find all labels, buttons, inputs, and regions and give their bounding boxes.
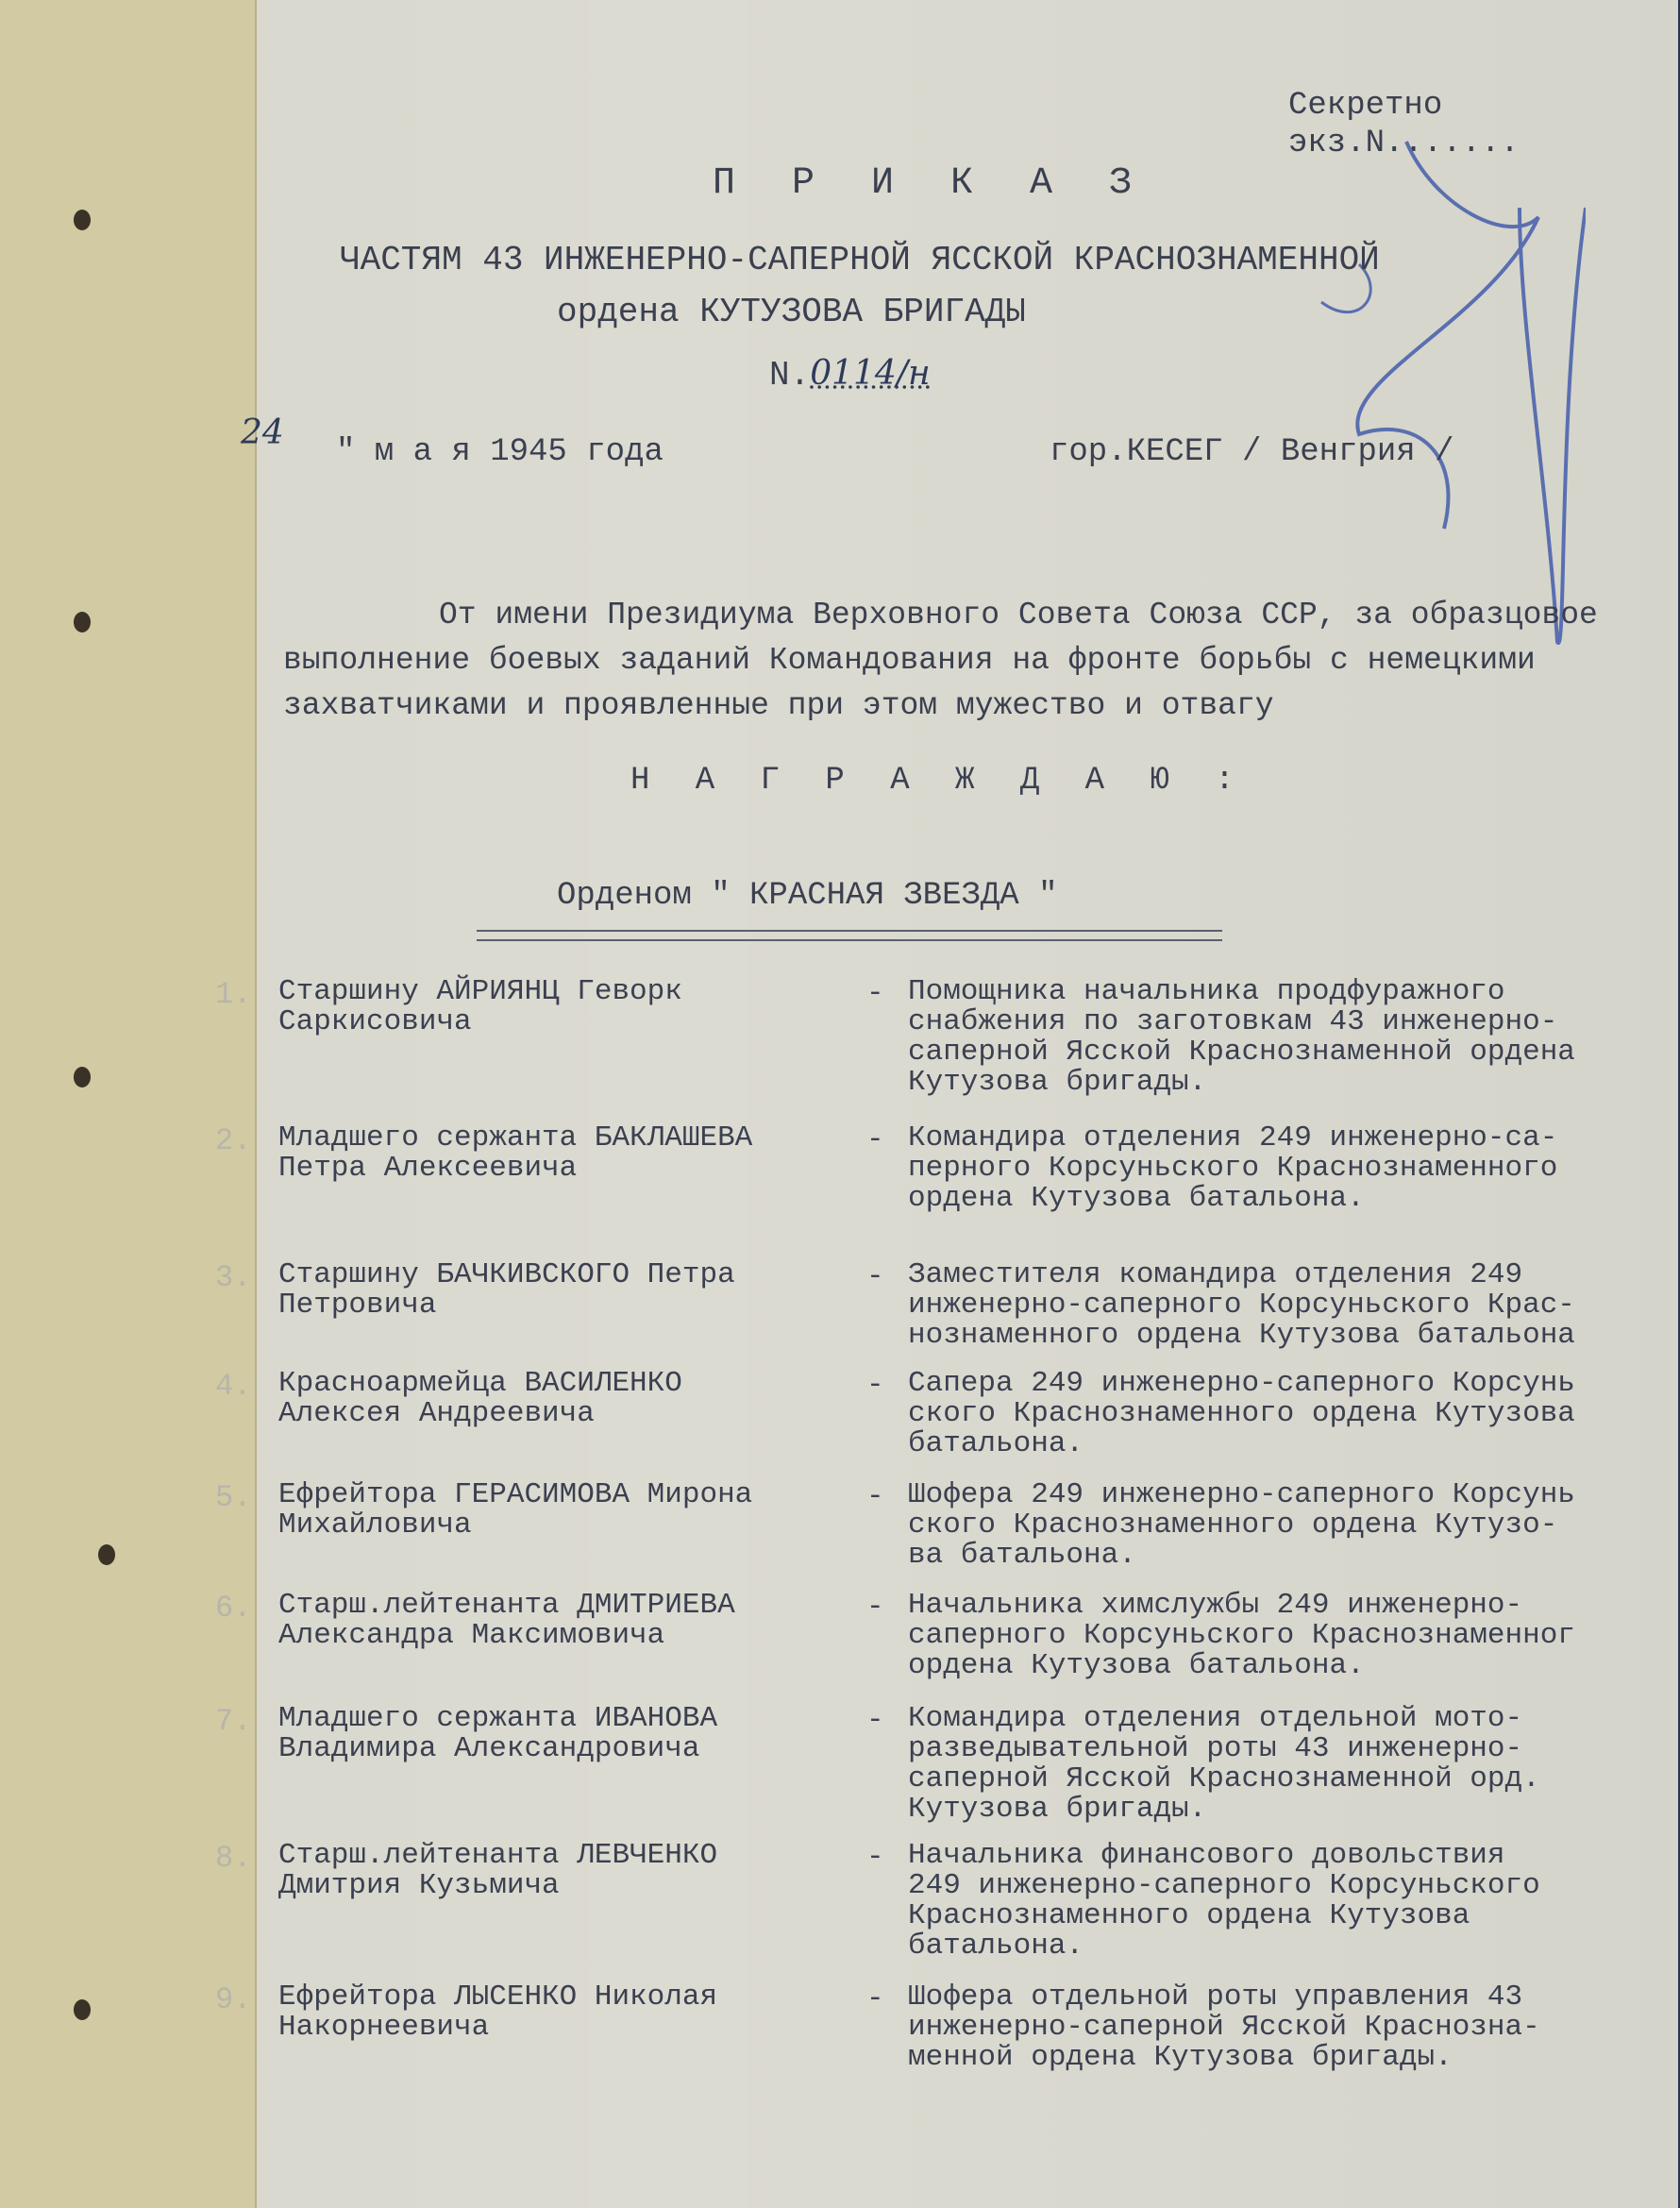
recipient-position bbox=[908, 1480, 1575, 1571]
recipient-name-line: Саркисовича bbox=[278, 1005, 472, 1038]
preamble-line: захватчиками и проявленные при этом мужество и отвагу bbox=[283, 688, 1274, 723]
recipient-name-line: Дмитрия Кузьмича bbox=[278, 1869, 560, 1902]
award-entry bbox=[0, 975, 1680, 1099]
handwritten-number-38 bbox=[1302, 132, 1586, 661]
order-number bbox=[769, 354, 931, 395]
recipient-position-line: инженерно-саперной Ясской Краснозна- bbox=[908, 2011, 1540, 2044]
recipient-name bbox=[278, 1480, 752, 1541]
award-entry bbox=[0, 1480, 1680, 1593]
entry-dash: - bbox=[866, 1123, 884, 1156]
recipient-name-line: Старшину БАЧКИВСКОГО Петра bbox=[278, 1258, 735, 1291]
recipient-position-line: Начальника химслужбы 249 инженерно- bbox=[908, 1589, 1523, 1622]
recipient-name-line: Красноармейца ВАСИЛЕНКО bbox=[278, 1367, 682, 1400]
recipient-position-line: батальона. bbox=[908, 1930, 1084, 1963]
entry-dash: - bbox=[866, 1982, 884, 2015]
recipient-name-line: Младшего сержанта ИВАНОВА bbox=[278, 1702, 718, 1735]
recipient-position-line: разведывательной роты 43 инженерно- bbox=[908, 1732, 1523, 1765]
recipient-position bbox=[908, 1123, 1557, 1214]
recipient-position-line: Командира отделения 249 инженерно-са- bbox=[908, 1121, 1558, 1155]
recipient-position bbox=[908, 977, 1575, 1098]
recipient-position bbox=[908, 1704, 1540, 1825]
recipient-position-line: Кутузова бригады. bbox=[908, 1793, 1207, 1826]
recipient-name-line: Владимира Александровича bbox=[278, 1732, 700, 1765]
header-line-2: ордена КУТУЗОВА БРИГАДЫ bbox=[557, 293, 1026, 331]
recipient-position-line: Шофера 249 инженерно-саперного Корсунь bbox=[908, 1478, 1575, 1511]
recipient-name bbox=[278, 977, 682, 1037]
double-underline bbox=[477, 930, 1222, 941]
binding-hole bbox=[74, 612, 91, 632]
entry-number: 6. bbox=[215, 1591, 252, 1626]
award-entry bbox=[0, 1591, 1680, 1704]
recipient-position-line: 249 инженерно-саперного Корсуньского bbox=[908, 1869, 1540, 1902]
recipient-position-line: менной ордена Кутузова бригады. bbox=[908, 2041, 1453, 2074]
award-entry bbox=[0, 1702, 1680, 1826]
recipient-name bbox=[278, 1982, 717, 2043]
recipient-name-line: Алексея Андреевича bbox=[278, 1397, 595, 1430]
recipient-name-line: Михайловича bbox=[278, 1509, 472, 1542]
preamble-line: выполнение боевых заданий Командования на фронте борьбы с немецкими bbox=[283, 643, 1536, 678]
preamble-line: От имени Президиума Верховного Совета Союза ССР, за образцовое bbox=[439, 598, 1598, 632]
recipient-position-line: Начальника финансового довольствия bbox=[908, 1839, 1505, 1872]
entry-dash: - bbox=[866, 1591, 884, 1624]
recipient-name-line: Старш.лейтенанта ДМИТРИЕВА bbox=[278, 1589, 735, 1622]
entry-number: 7. bbox=[215, 1704, 252, 1739]
recipient-name bbox=[278, 1369, 682, 1429]
binding-hole bbox=[74, 210, 91, 230]
recipient-position bbox=[908, 1591, 1575, 1681]
order-number-prefix: N. bbox=[769, 356, 811, 395]
recipient-name-line: Петра Алексеевича bbox=[278, 1152, 578, 1185]
award-entry bbox=[0, 1839, 1680, 1963]
recipient-position-line: ского Краснознаменного ордена Кутузо- bbox=[908, 1509, 1558, 1542]
entry-dash: - bbox=[866, 1260, 884, 1293]
document-title: П Р И К А З bbox=[713, 162, 1150, 205]
order-date: " м а я 1945 года bbox=[336, 434, 664, 470]
recipient-name-line: Петровича bbox=[278, 1289, 437, 1322]
recipient-position-line: саперной Ясской Краснознаменной ордена bbox=[908, 1036, 1575, 1069]
recipient-position-line: инженерно-саперного Корсуньского Крас- bbox=[908, 1289, 1575, 1322]
recipient-name bbox=[278, 1123, 752, 1184]
recipient-name-line: Младшего сержанта БАКЛАШЕВА bbox=[278, 1121, 753, 1155]
recipient-position-line: саперной Ясской Краснознаменной орд. bbox=[908, 1762, 1540, 1795]
entry-dash: - bbox=[866, 1704, 884, 1737]
recipient-position-line: Командира отделения отдельной мото- bbox=[908, 1702, 1523, 1735]
recipient-name bbox=[278, 1260, 735, 1321]
recipient-name-line: Накорнеевича bbox=[278, 2011, 490, 2044]
entry-dash: - bbox=[866, 977, 884, 1010]
recipient-position-line: Заместителя командира отделения 249 bbox=[908, 1258, 1523, 1291]
entry-number: 3. bbox=[215, 1260, 252, 1295]
award-entry bbox=[0, 1982, 1680, 2096]
recipient-name bbox=[278, 1841, 717, 1901]
award-entry bbox=[0, 1369, 1680, 1482]
recipient-position-line: ва батальона. bbox=[908, 1539, 1136, 1572]
recipient-name-line: Старшину АЙРИЯНЦ Геворк bbox=[278, 975, 682, 1008]
recipient-name-line: Старш.лейтенанта ЛЕВЧЕНКО bbox=[278, 1839, 718, 1872]
award-entry bbox=[0, 1260, 1680, 1374]
award-heading: Н А Г Р А Ж Д А Ю : bbox=[630, 763, 1248, 799]
preamble bbox=[283, 593, 1642, 729]
recipient-position-line: ского Краснознаменного ордена Кутузова bbox=[908, 1397, 1575, 1430]
header-line-1: ЧАСТЯМ 43 ИНЖЕНЕРНО-САПЕРНОЙ ЯССКОЙ КРАСНОЗНАМЕННОЙ bbox=[340, 241, 1380, 279]
recipient-position bbox=[908, 1369, 1575, 1459]
entry-dash: - bbox=[866, 1841, 884, 1874]
recipient-name bbox=[278, 1591, 735, 1651]
order-city: гор.КЕСЕГ / Венгрия / bbox=[1050, 434, 1454, 470]
recipient-position-line: перного Корсуньского Краснознаменного bbox=[908, 1152, 1558, 1185]
entry-number: 5. bbox=[215, 1480, 252, 1515]
recipient-name-line: Александра Максимовича bbox=[278, 1619, 665, 1652]
recipient-position-line: ордена Кутузова батальона. bbox=[908, 1182, 1365, 1215]
secret-label: Секретно bbox=[1288, 88, 1443, 124]
order-number-handwritten: 0114/н bbox=[810, 354, 931, 393]
recipient-position bbox=[908, 1260, 1575, 1351]
entry-number: 1. bbox=[215, 977, 252, 1012]
entry-number: 8. bbox=[215, 1841, 252, 1876]
recipient-position-line: ордена Кутузова батальона. bbox=[908, 1649, 1365, 1682]
entry-number: 4. bbox=[215, 1369, 252, 1404]
recipient-position-line: Кутузова бригады. bbox=[908, 1066, 1207, 1099]
recipient-position-line: Сапера 249 инженерно-саперного Корсунь bbox=[908, 1367, 1575, 1400]
entry-dash: - bbox=[866, 1480, 884, 1513]
recipient-name bbox=[278, 1704, 717, 1764]
date-day-handwritten: 24 bbox=[241, 413, 284, 452]
recipient-position-line: Помощника начальника продфуражного bbox=[908, 975, 1505, 1008]
recipient-position-line: Шофера отдельной роты управления 43 bbox=[908, 1980, 1523, 2014]
recipient-position-line: саперного Корсуньского Краснознаменног bbox=[908, 1619, 1575, 1652]
entry-number: 2. bbox=[215, 1123, 252, 1158]
recipient-position bbox=[908, 1841, 1540, 1962]
entry-number: 9. bbox=[215, 1982, 252, 2017]
recipient-position-line: батальона. bbox=[908, 1427, 1084, 1460]
order-type: Орденом " КРАСНАЯ ЗВЕЗДА " bbox=[557, 878, 1058, 914]
award-entry bbox=[0, 1123, 1680, 1237]
recipient-position-line: Краснознаменного ордена Кутузова bbox=[908, 1899, 1470, 1932]
recipient-position-line: нознаменного ордена Кутузова батальона bbox=[908, 1319, 1575, 1352]
entry-dash: - bbox=[866, 1369, 884, 1402]
recipient-position-line: снабжения по заготовкам 43 инженерно- bbox=[908, 1005, 1558, 1038]
recipient-name-line: Ефрейтора ЛЫСЕНКО Николая bbox=[278, 1980, 718, 2014]
recipient-name-line: Ефрейтора ГЕРАСИМОВА Мирона bbox=[278, 1478, 753, 1511]
recipient-position bbox=[908, 1982, 1540, 2073]
copy-number: экз.N....... bbox=[1288, 126, 1520, 161]
